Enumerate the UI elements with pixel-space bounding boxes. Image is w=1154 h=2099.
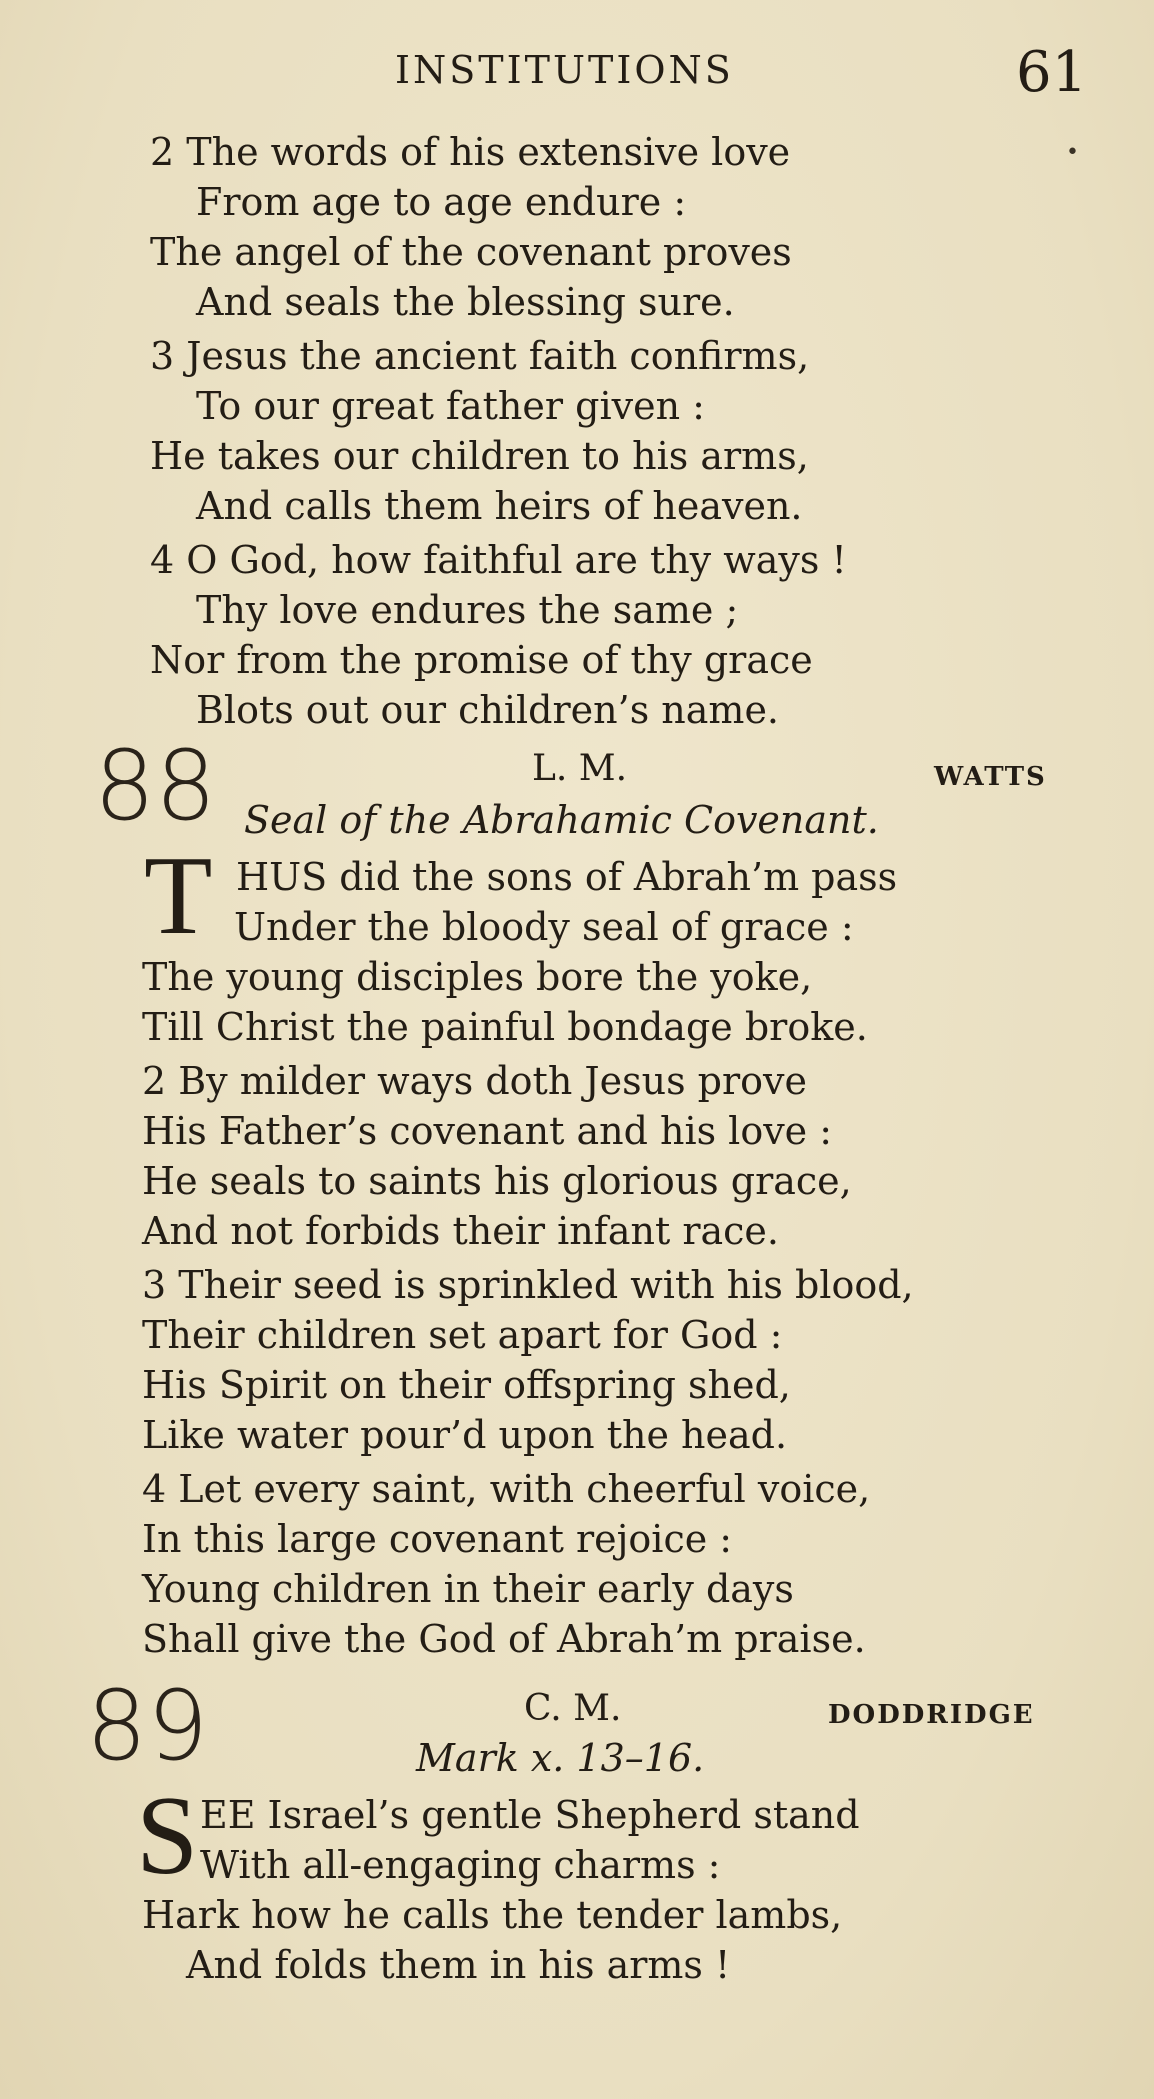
hymn-author: DODDRIDGE	[828, 1700, 1035, 1730]
verse-line: His Spirit on their offspring shed,	[142, 1363, 791, 1407]
drop-cap: T	[144, 834, 213, 958]
hymn-author: WATTS	[934, 762, 1047, 792]
hymn-meter: C. M.	[524, 1688, 622, 1729]
verse-line: And folds them in his arms !	[186, 1943, 731, 1987]
verse-line: 4 Let every saint, with cheerful voice,	[142, 1467, 871, 1511]
verse-line: Their children set apart for God :	[142, 1313, 783, 1357]
hymn-reference: Mark x. 13–16.	[416, 1736, 705, 1780]
verse-line: He takes our children to his arms,	[150, 434, 809, 478]
verse-line: With all-engaging charms :	[200, 1843, 721, 1887]
verse-line: HUS did the sons of Abrah’m pass	[236, 855, 898, 899]
verse-line: The young disciples bore the yoke,	[142, 955, 813, 999]
stray-mark: •	[1066, 140, 1079, 165]
verse-line: To our great father given :	[196, 384, 705, 428]
running-title: INSTITUTIONS	[395, 48, 734, 92]
hymn-meter: L. M.	[532, 748, 628, 789]
page-number: 61	[1016, 40, 1088, 105]
verse-line: Blots out our children’s name.	[196, 688, 780, 732]
verse-line: The angel of the covenant proves	[150, 230, 792, 274]
verse-line: Under the bloody seal of grace :	[234, 905, 854, 949]
hymn-number: 89	[86, 1670, 209, 1782]
verse-line: Like water pour’d upon the head.	[142, 1413, 788, 1457]
verse-line: In this large covenant rejoice :	[142, 1517, 733, 1561]
verse-line: Thy love endures the same ;	[196, 588, 739, 632]
verse-line: His Father’s covenant and his love :	[142, 1109, 833, 1153]
verse-line: 3 Jesus the ancient faith confirms,	[150, 334, 810, 378]
verse-line: Hark how he calls the tender lambs,	[142, 1893, 843, 1937]
verse-line: 2 The words of his extensive love	[150, 130, 791, 174]
verse-line: From age to age endure :	[196, 180, 687, 224]
verse-line: And calls them heirs of heaven.	[196, 484, 803, 528]
verse-line: Shall give the God of Abrah’m praise.	[142, 1617, 866, 1661]
verse-line: And not forbids their infant race.	[142, 1209, 779, 1253]
drop-cap: S	[136, 1774, 199, 1898]
verse-line: 4 O God, how faithful are thy ways !	[150, 538, 847, 582]
hymn-number: 88	[94, 730, 217, 842]
verse-line: And seals the blessing sure.	[196, 280, 735, 324]
verse-line: EE Israel’s gentle Shepherd stand	[200, 1793, 860, 1837]
verse-line: Nor from the promise of thy grace	[150, 638, 813, 682]
verse-line: Till Christ the painful bondage broke.	[142, 1005, 868, 1049]
hymn-subtitle: Seal of the Abrahamic Covenant.	[244, 798, 879, 842]
verse-line: He seals to saints his glorious grace,	[142, 1159, 852, 1203]
verse-line: 2 By milder ways doth Jesus prove	[142, 1059, 807, 1103]
verse-line: 3 Their seed is sprinkled with his blood,	[142, 1263, 914, 1307]
verse-line: Young children in their early days	[142, 1567, 794, 1611]
